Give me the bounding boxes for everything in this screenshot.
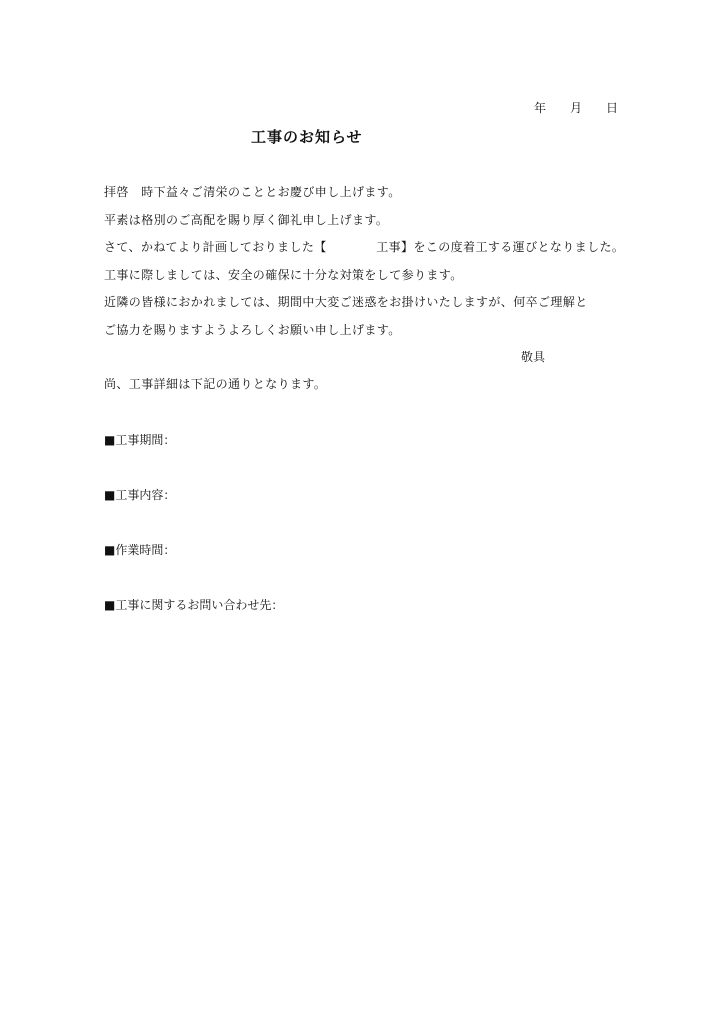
body-line-apology: 近隣の皆様におかれましては、期間中大変ご迷惑をお掛けいたしますが、何卒ご理解と <box>104 295 588 309</box>
details-note: 尚、工事詳細は下記の通りとなります。 <box>104 377 327 391</box>
body-line-announcement: さて、かねてより計画しておりました【 工事】をこの度着工する運びとなりました。 <box>104 240 625 254</box>
body-line-safety: 工事に際しましては、安全の確保に十分な対策をして参ります。 <box>104 268 463 282</box>
closing-remark: 敬具 <box>521 350 546 364</box>
page-title: 工事のお知らせ <box>251 128 363 146</box>
date-line: 年 月 日 <box>534 101 619 115</box>
item-contact-info: ■工事に関するお問い合わせ先： <box>104 598 284 612</box>
item-working-hours: ■作業時間： <box>104 543 176 557</box>
body-line-request: ご協力を賜りますようよろしくお願い申し上げます。 <box>104 323 401 337</box>
item-construction-period: ■工事期間： <box>104 433 176 447</box>
item-construction-content: ■工事内容： <box>104 488 176 502</box>
body-line-thanks: 平素は格別のご高配を賜り厚く御礼申し上げます。 <box>104 213 389 227</box>
body-line-greeting: 拝啓 時下益々ご清栄のこととお慶び申し上げます。 <box>104 185 401 199</box>
